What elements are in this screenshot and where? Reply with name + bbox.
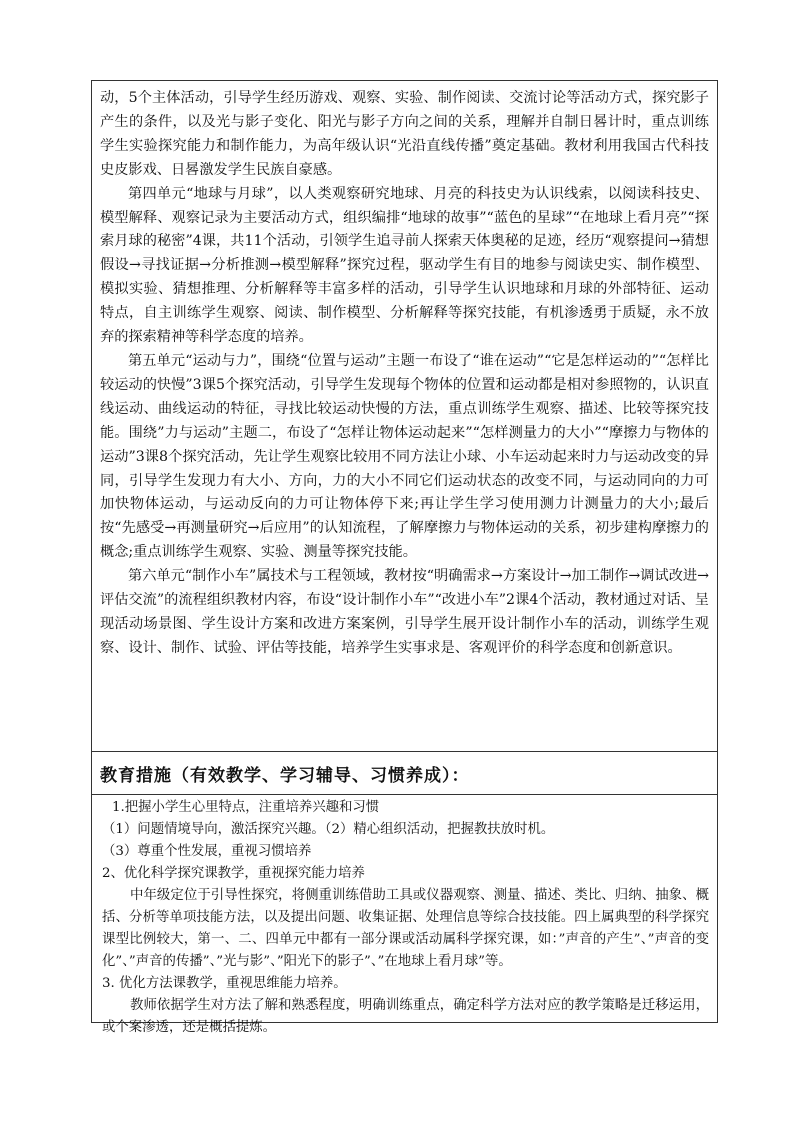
paragraph-unit-three-continued: 动，5个主体活动，引导学生经历游戏、观察、实验、制作阅读、交流讨论等活动方式，探究影子产生的条件，以及光与影子变化、阳光与影子方向之间的关系，理解并自制日晷计时，重点训练学生实验探究能力和制作能力，为高年级认识“光沿直线传播”奠定基础。教材利用我国古代科技史皮影戏、日晷激发学生民族自豪感。 [100, 90, 709, 178]
paragraph-unit-five: 第五单元“运动与力”，围绕“位置与运动”主题一布设了“谁在运动”“它是怎样运动的”“怎样比较运动的快慢”3课5个探究活动，引导学生发现每个物体的位置和运动都是相对参照物的，认识直线运动、曲线运动的特征，寻找比较运动快慢的方法，重点训练学生观察、描述、比较等探究技能。围绕”力与运动”主题二，布设了“怎样让物体运动起来”“怎样测量力的大小”“摩擦力与物体的运动”3课8个探究活动，先让学生观察比较用不同方法让小球、小车运动起来时力与运动改变的异同，引导学生发现力有大小、方向，力的大小不同它们运动状态的改变不同，与运动同向的力可加快物体运动，与运动反向的力可让物体停下来;再让学生学习使用测力计测量力的大小;最后按“先感受→再测量研究→后应用”的认知流程，了解摩擦力与物体运动的关系，初步建构摩擦力的概念;重点训练学生观察、实验、测量等探究技能。 [100, 352, 709, 561]
measure-line: （1）问题情境导向，激活探究兴趣。（2）精心组织活动，把握教扶放时机。 [102, 822, 555, 837]
measure-line: 1.把握小学生心里特点，注重培养兴趣和习惯 [112, 800, 380, 815]
measure-line: 教师依据学生对方法了解和熟悉程度，明确训练重点，确定科学方法对应的教学策略是迁移运用，或个案渗透，还是概括提炼。 [102, 998, 709, 1035]
measure-line: 2、优化科学探究课教学，重视探究能力培养 [102, 866, 365, 881]
measure-line: 3. 优化方法课教学，重视思维能力培养。 [102, 976, 347, 991]
paragraph-unit-four: 第四单元“地球与月球”，以人类观察研究地球、月亮的科技史为认识线索，以阅读科技史、模型解释、观察记录为主要活动方式，组织编排“地球的故事”“蓝色的星球”“在地球上看月亮”“探索月球的秘密”4课，共11个活动，引领学生追寻前人探索天体奥秘的足迹，经历“观察提问→猜想假设→寻找证据→分析推测→模型解释”探究过程，驱动学生有目的地参与阅读史实、制作模型、模拟实验、猜想推理、分析解释等丰富多样的活动，引导学生认识地球和月球的外部特征、运动特点，自主训练学生观察、阅读、制作模型、分析解释等探究技能，有机渗透勇于质疑，永不放弃的探索精神等科学态度的培养。 [100, 185, 709, 346]
unit-description-cell [92, 81, 717, 751]
measures-heading: 教育措施（有效教学、学习辅导、习惯养成）： [100, 766, 470, 786]
document-table [91, 80, 718, 1035]
table-divider [92, 751, 717, 752]
paragraph-unit-six: 第六单元“制作小车”属技术与工程领域，教材按“明确需求→方案设计→加工制作→调试改进→评估交流”的流程组织教材内容，布设“设计制作小车”“改进小车”2课4个活动，教材通过对话、呈现活动场景图、学生设计方案和改进方案案例，引导学生展开设计制作小车的活动，训练学生观察、设计、制作、试验、评估等技能，培养学生实事求是、客观评价的科学态度和创新意识。 [100, 568, 709, 656]
measures-cell [92, 795, 717, 1039]
measure-line: 中年级定位于引导性探究，将侧重训练借助工具或仪器观察、测量、描述、类比、归纳、抽象、概括、分析等单项技能方法，以及提出问题、收集证据、处理信息等综合技技能。四上属典型的科学探究课型比例较大，第一、二、四单元中都有一部分课或活动属科学探究课，如：”声音的产生”、”声音的变化”、”声音的传播”、”光与影”、”阳光下的影子”、”在地球上看月球”等。 [102, 888, 709, 969]
measure-line: （3）尊重个性发展，重视习惯培养 [102, 844, 312, 859]
